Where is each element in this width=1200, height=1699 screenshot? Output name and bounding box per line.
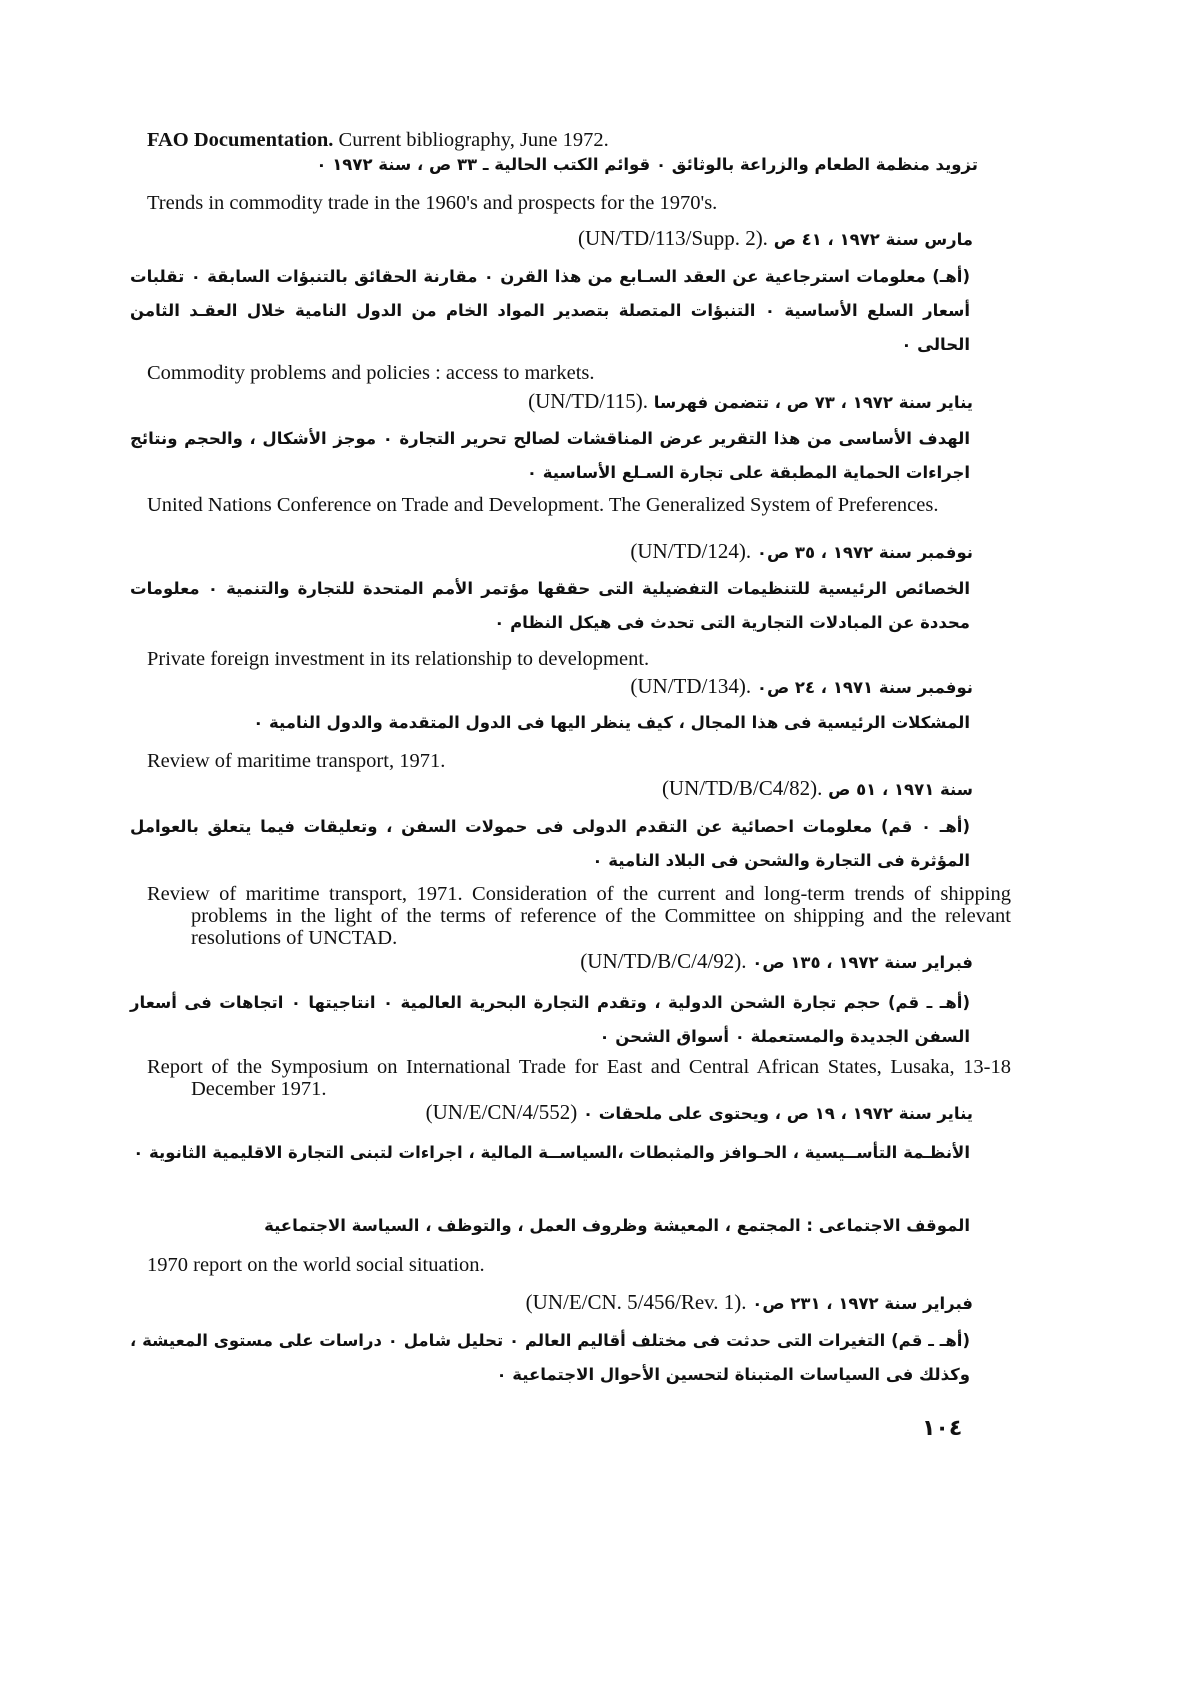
entry-publication: [426, 1100, 973, 1125]
entry-publication: [630, 539, 973, 564]
entry-symbol: (UN/TD/124).: [630, 539, 752, 563]
entry-title: Trends in commodity trade in the 1960's and prospects for the 1970's.: [147, 192, 718, 214]
entry-date: سنة ١٩٧١ ، ٥١ ص: [828, 780, 973, 799]
entry-symbol: (UN/TD/115).: [528, 389, 649, 413]
entry-publication: [528, 389, 973, 414]
source-heading: [147, 128, 609, 153]
entry-symbol: (UN/TD/B/C/4/92).: [580, 949, 747, 973]
entry-abstract: (أهـ ـ قم) التغيرات التى حدثت فى مختلف أقاليم العالم ٠ تحليل شامل ٠ دراسات على مستوى المعيشة ، وكذلك فى السياسات المتبناة لتحسين الأحوال الاجتماعية ٠: [130, 1331, 970, 1384]
entry-title: 1970 report on the world social situation.: [147, 1254, 485, 1276]
entry-symbol: (UN/TD/113/Supp. 2).: [577, 226, 768, 250]
page-number: ١٠٤: [922, 1416, 963, 1441]
entry-abstract: (أهـ ـ قم) حجم تجارة الشحن الدولية ، وتقدم التجارة البحرية العالمية ٠ انتاجيتها ٠ اتجاهات فى أسعار السفن الجديدة والمستعملة ٠ أسواق الشحن ٠: [130, 993, 970, 1046]
section-heading: الموقف الاجتماعى : المجتمع ، المعيشة وظروف العمل ، والتوظف ، السياسة الاجتماعية: [264, 1216, 970, 1235]
entry-publication: [662, 776, 973, 801]
entry-publication: [578, 226, 973, 251]
source-arabic: تزويد منظمة الطعام والزراعة بالوثائق ٠ قوائم الكتب الحالية ـ ٣٣ ص ، سنة ١٩٧٢ ٠: [316, 155, 978, 174]
entry-abstract: الخصائص الرئيسية للتنظيمات التفضيلية التى حققها مؤتمر الأمم المتحدة للتجارة والتنمية ٠ معلومات محددة عن المبادلات التجارية التى تحدث فى هيكل النظام ٠: [130, 579, 970, 632]
entry-title: United Nations Conference on Trade and Development. The Generalized System of Preferences.: [147, 494, 939, 516]
entry-date: مارس سنة ١٩٧٢ ، ٤١ ص: [773, 230, 973, 249]
entry-abstract: الأنظـمة التأســيسية ، الحـوافز والمثبطات ،السياســة المالية ، اجراءات لتبنى التجارة الاقليمية الثانوية ٠: [133, 1143, 970, 1162]
entry-title: Review of maritime transport, 1971. Consideration of the current and long-term trends of shipping problems in the light of the terms of reference of the Committee on shipping and the relevant resolutions of UNCTAD.: [147, 883, 1011, 949]
entry-abstract: (أهـ) معلومات استرجاعية عن العقد السـابع من هذا القرن ٠ مقارنة الحقائق بالتنبؤات السابقة ٠ تقلبات أسعار السلع الأساسية ٠ التنبؤات المتصلة بتصدير المواد الخام من الدول النامية خلال العقـد الثامن الحالى ٠: [130, 267, 971, 354]
entry-date: نوفمبر سنة ١٩٧١ ، ٢٤ ص٠: [756, 678, 973, 697]
entry-abstract: (أهـ ٠ قم) معلومات احصائية عن التقدم الدولى فى حمولات السفن ، وتعليقات فيما يتعلق بالعوامل المؤثرة فى التجارة والشحن فى البلاد النامية ٠: [130, 817, 971, 870]
entry-date: نوفمبر سنة ١٩٧٢ ، ٣٥ ص٠: [756, 543, 973, 562]
entry-symbol: (UN/TD/134).: [630, 674, 752, 698]
source-title: FAO Documentation.: [147, 129, 334, 151]
entry-date: فبراير سنة ١٩٧٢ ، ١٣٥ ص٠: [752, 953, 973, 972]
entry-symbol: (UN/E/CN. 5/456/Rev. 1).: [525, 1290, 747, 1314]
entry-publication: [630, 674, 973, 699]
entry-date: يناير سنة ١٩٧٢ ، ١٩ ص ، ويحتوى على ملحقات ٠: [582, 1104, 973, 1123]
entry-abstract: المشكلات الرئيسية فى هذا المجال ، كيف ينظر اليها فى الدول المتقدمة والدول النامية ٠: [253, 713, 970, 732]
entry-publication: [526, 1290, 973, 1315]
entry-title: Private foreign investment in its relationship to development.: [147, 648, 650, 670]
entry-date: فبراير سنة ١٩٧٢ ، ٢٣١ ص٠: [752, 1294, 973, 1313]
entry-title: Review of maritime transport, 1971.: [147, 750, 446, 772]
entry-symbol: (UN/TD/B/C4/82).: [661, 776, 823, 800]
entry-publication: [580, 949, 973, 974]
entry-title: Commodity problems and policies : access to markets.: [147, 362, 595, 384]
source-subtitle: Current bibliography, June 1972.: [338, 129, 609, 151]
entry-abstract: الهدف الأساسى من هذا التقرير عرض المناقشات لصالح تحرير التجارة ٠ موجز الأشكال ، والحجم ونتائج اجراءات الحماية المطبقة على تجارة السـلع الأساسية ٠: [130, 429, 970, 482]
entry-title: Report of the Symposium on International Trade for East and Central African States, Lusaka, 13-18 December 1971.: [147, 1056, 1011, 1100]
entry-date: يناير سنة ١٩٧٢ ، ٧٣ ص ، تتضمن فهرسا: [653, 393, 973, 412]
entry-symbol: (UN/E/CN/4/552): [425, 1100, 578, 1124]
